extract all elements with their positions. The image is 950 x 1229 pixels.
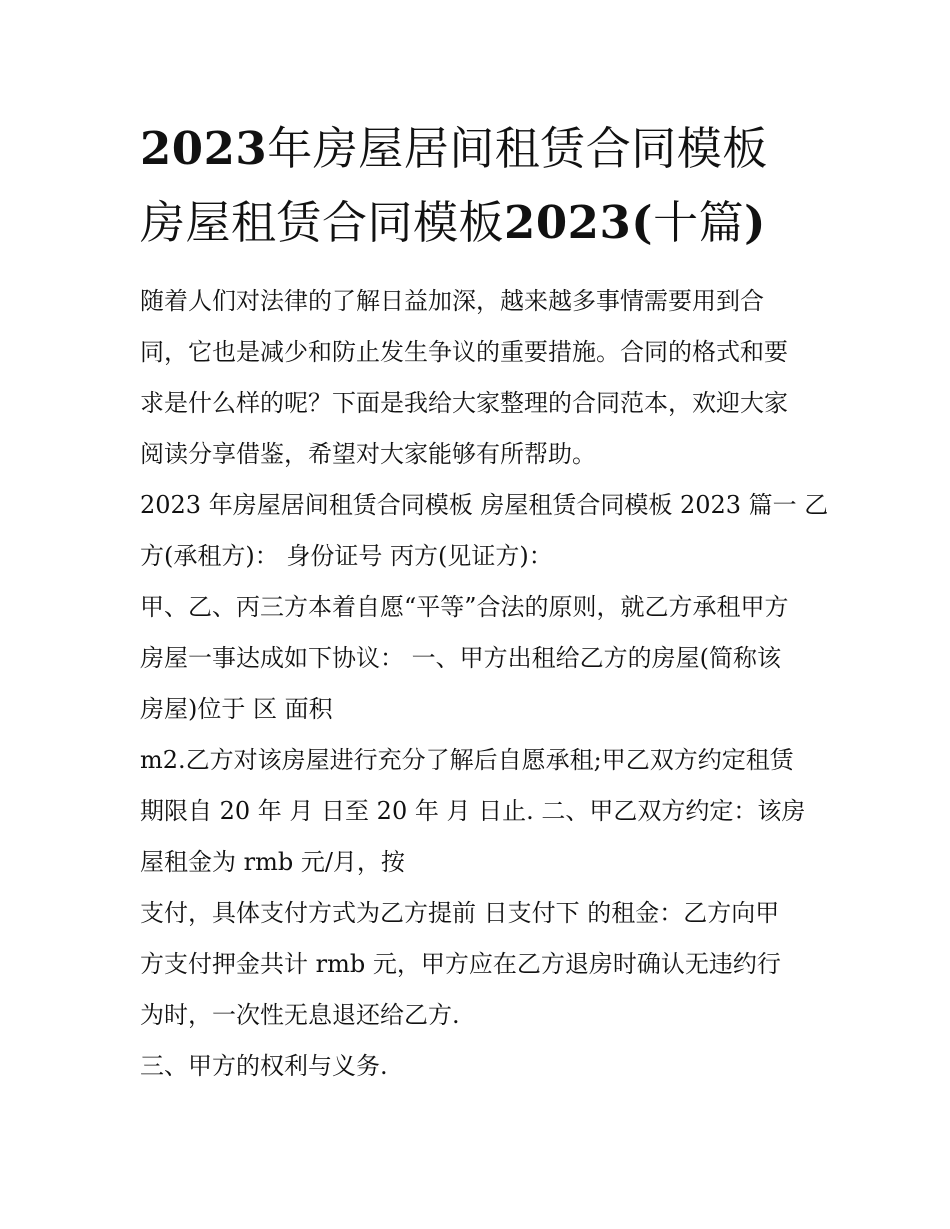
body-line: 支付，具体支付方式为乙方提前 日支付下 的租金：乙方向甲: [140, 899, 780, 927]
document-title: [140, 112, 820, 260]
body-line: m2.乙方对该房屋进行充分了解后自愿承租;甲乙双方约定租赁: [140, 746, 794, 774]
title-year: 2023: [140, 122, 268, 175]
body-line: 方(承租方)： 身份证号 丙方(见证方)：: [140, 542, 553, 570]
body-line: 为时，一次性无息退还给乙方.: [140, 1001, 460, 1029]
title-line-2-tail: 十篇: [653, 196, 745, 249]
body-line: 2023 年房屋居间租赁合同模板 房屋租赁合同模板 2023 篇一 乙: [140, 491, 829, 519]
body-line: 期限自 20 年 月 日至 20 年 月 日止. 二、甲乙双方约定：该房: [140, 797, 806, 825]
body-line: 随着人们对法律的了解日益加深，越来越多事情需要用到合: [140, 287, 764, 315]
title-line-1: [140, 112, 820, 186]
body-line: 阅读分享借鉴，希望对大家能够有所帮助。: [140, 440, 596, 468]
body-line: 三、甲方的权利与义务.: [140, 1052, 388, 1080]
body-line: 甲、乙、丙三方本着自愿“平等”合法的原则，就乙方承租甲方: [140, 593, 789, 621]
body-line: 方支付押金共计 rmb 元，甲方应在乙方退房时确认无违约行: [140, 950, 781, 978]
body-line: 房屋)位于 区 面积: [140, 695, 333, 723]
document-body: [140, 276, 829, 1092]
body-line: 房屋一事达成如下协议： 一、甲方出租给乙方的房屋(简称该: [140, 644, 781, 672]
body-line: 同，它也是减少和防止发生争议的重要措施。合同的格式和要: [140, 338, 788, 366]
title-line-2-close: ): [744, 196, 766, 249]
title-line-1-text: 年房屋居间租赁合同模板: [267, 122, 768, 175]
title-line-2-text: 房屋租赁合同模板: [140, 196, 505, 249]
body-line: 求是什么样的呢？下面是我给大家整理的合同范本，欢迎大家: [140, 389, 788, 417]
title-line-2-year: 2023(: [504, 196, 654, 249]
title-line-2: [140, 186, 820, 260]
body-line: 屋租金为 rmb 元/月，按: [140, 848, 405, 876]
